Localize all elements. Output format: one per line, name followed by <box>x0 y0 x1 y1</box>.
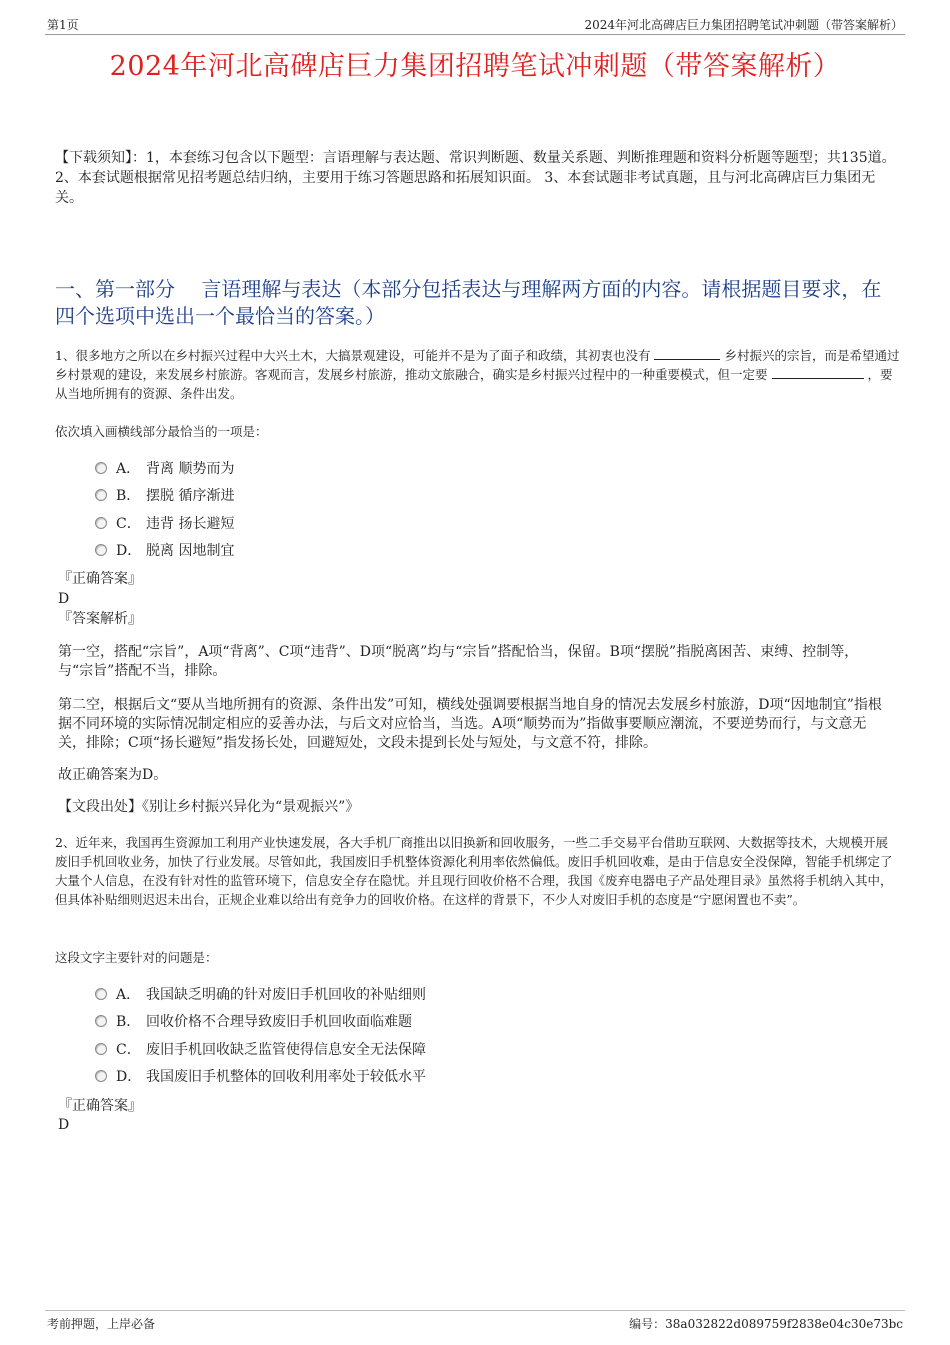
radio-icon[interactable] <box>95 1043 107 1055</box>
option-a[interactable]: A． 背离 顺势而为 <box>95 454 234 482</box>
radio-icon[interactable] <box>95 489 107 501</box>
footer-slogan: 考前押题，上岸必备 <box>47 1317 156 1331</box>
analysis-paragraph-1: 第一空，搭配“宗旨”，A项“背离”、C项“违背”、D项“脱离”均与“宗旨”搭配恰当，保留。B项“摆脱”指脱离困苦、束缚、控制等，与“宗旨”搭配不当，排除。 <box>58 644 859 679</box>
question-2-options <box>95 980 426 1090</box>
option-a[interactable]: A． 我国缺乏明确的针对废旧手机回收的补贴细则 <box>95 980 426 1008</box>
option-c[interactable]: C． 违背 扬长避短 <box>95 509 234 537</box>
question-2-text: 2、近年来，我国再生资源加工利用产业快速发展，各大手机厂商推出以旧换新和回收服务，一些二手交易平台借助互联网、大数据等技术，大规模开展废旧手机回收业务，加快了行业发展。尽管如此，我国废旧手机整体资源化利用率依然偏低。废旧手机回收难，是由于信息安全没保障，智能手机绑定了大量个人信息，在没有针对性的监管环境下，信息安全存在隐忧。并且现行回收价格不合理，我国《废弃电器电子产品处理目录》虽然将手机纳入其中，但具体补贴细则迟迟未出台，正规企业难以给出有竞争力的回收价格。在这样的背景下，不少人对废旧手机的态度是“宁愿闲置也不卖”。 <box>55 835 893 907</box>
question-1-options <box>95 454 234 564</box>
option-c[interactable]: C． 废旧手机回收缺乏监管使得信息安全无法保障 <box>95 1035 426 1063</box>
page-header <box>45 14 905 35</box>
radio-icon[interactable] <box>95 988 107 1000</box>
header-doc-title: 2024年河北高碑店巨力集团招聘笔试冲刺题（带答案解析） <box>584 18 903 32</box>
question-1-prompt: 依次填入画横线部分最恰当的一项是： <box>55 424 268 439</box>
page-number: 第1页 <box>47 18 79 32</box>
option-d[interactable]: D． 脱离 因地制宜 <box>95 537 234 565</box>
page-title: 2024年河北高碑店巨力集团招聘笔试冲刺题（带答案解析） <box>109 51 841 82</box>
radio-icon[interactable] <box>95 1015 107 1027</box>
radio-icon[interactable] <box>95 544 107 556</box>
answer-value: D <box>58 591 70 607</box>
page-footer <box>45 1310 905 1331</box>
answer-label: 『正确答案』 <box>58 571 142 587</box>
fill-blank-2 <box>772 365 864 379</box>
answer-label: 『正确答案』 <box>58 1098 142 1114</box>
question-1-text: 1、很多地方之所以在乡村振兴过程中大兴土木，大搞景观建设，可能并不是为了面子和政绩，其初衷也没有 乡村振兴的宗旨，而是希望通过乡村景观的建设，来发展乡村旅游。客观而言，发展乡村旅游，推动文旅融合，确实是乡村振兴过程中的一种重要模式，但一定要 ，要从当地所拥有的资源、条件出发。 <box>55 348 900 401</box>
footer-code: 编号：38a032822d089759f2838e04c30e73bc <box>629 1317 903 1331</box>
answer-value: D <box>58 1117 70 1133</box>
radio-icon[interactable] <box>95 462 107 474</box>
analysis-conclusion: 故正确答案为D。 <box>58 767 168 783</box>
radio-icon[interactable] <box>95 517 107 529</box>
analysis-paragraph-2: 第二空，根据后文“要从当地所拥有的资源、条件出发”可知，横线处强调要根据当地自身的情况去发展乡村旅游，D项“因地制宜”指根据不同环境的实际情况制定相应的妥善办法，与后文对应恰当，当选。A项“顺势而为”指做事要顺应潮流，不要逆势而行，与文意无关，排除；C项“扬长避短”指发扬长处，回避短处，文段未提到长处与短处，与文意不符，排除。 <box>58 697 882 751</box>
question-2-prompt: 这段文字主要针对的问题是： <box>55 950 218 965</box>
option-d[interactable]: D． 我国废旧手机整体的回收利用率处于较低水平 <box>95 1063 426 1091</box>
section-heading: 一、第一部分 言语理解与表达（本部分包括表达与理解两方面的内容。请根据题目要求，在四个选项中选出一个最恰当的答案。） <box>55 277 882 328</box>
fill-blank-1 <box>654 346 720 360</box>
radio-icon[interactable] <box>95 1070 107 1082</box>
source-citation: 【文段出处】《别让乡村振兴异化为“景观振兴”》 <box>58 799 360 815</box>
option-b[interactable]: B． 回收价格不合理导致废旧手机回收面临难题 <box>95 1008 426 1036</box>
analysis-label: 『答案解析』 <box>58 611 142 627</box>
option-b[interactable]: B． 摆脱 循序渐进 <box>95 482 234 510</box>
download-notice: 【下载须知】：1，本套练习包含以下题型：言语理解与表达题、常识判断题、数量关系题、判断推理题和资料分析题等题型；共135道。 2、本套试题根据常见招考题总结归纳，主要用于练习答题思路和拓展知识面。 3、本套试题非考试真题，且与河北高碑店巨力集团无关。 <box>55 150 896 206</box>
